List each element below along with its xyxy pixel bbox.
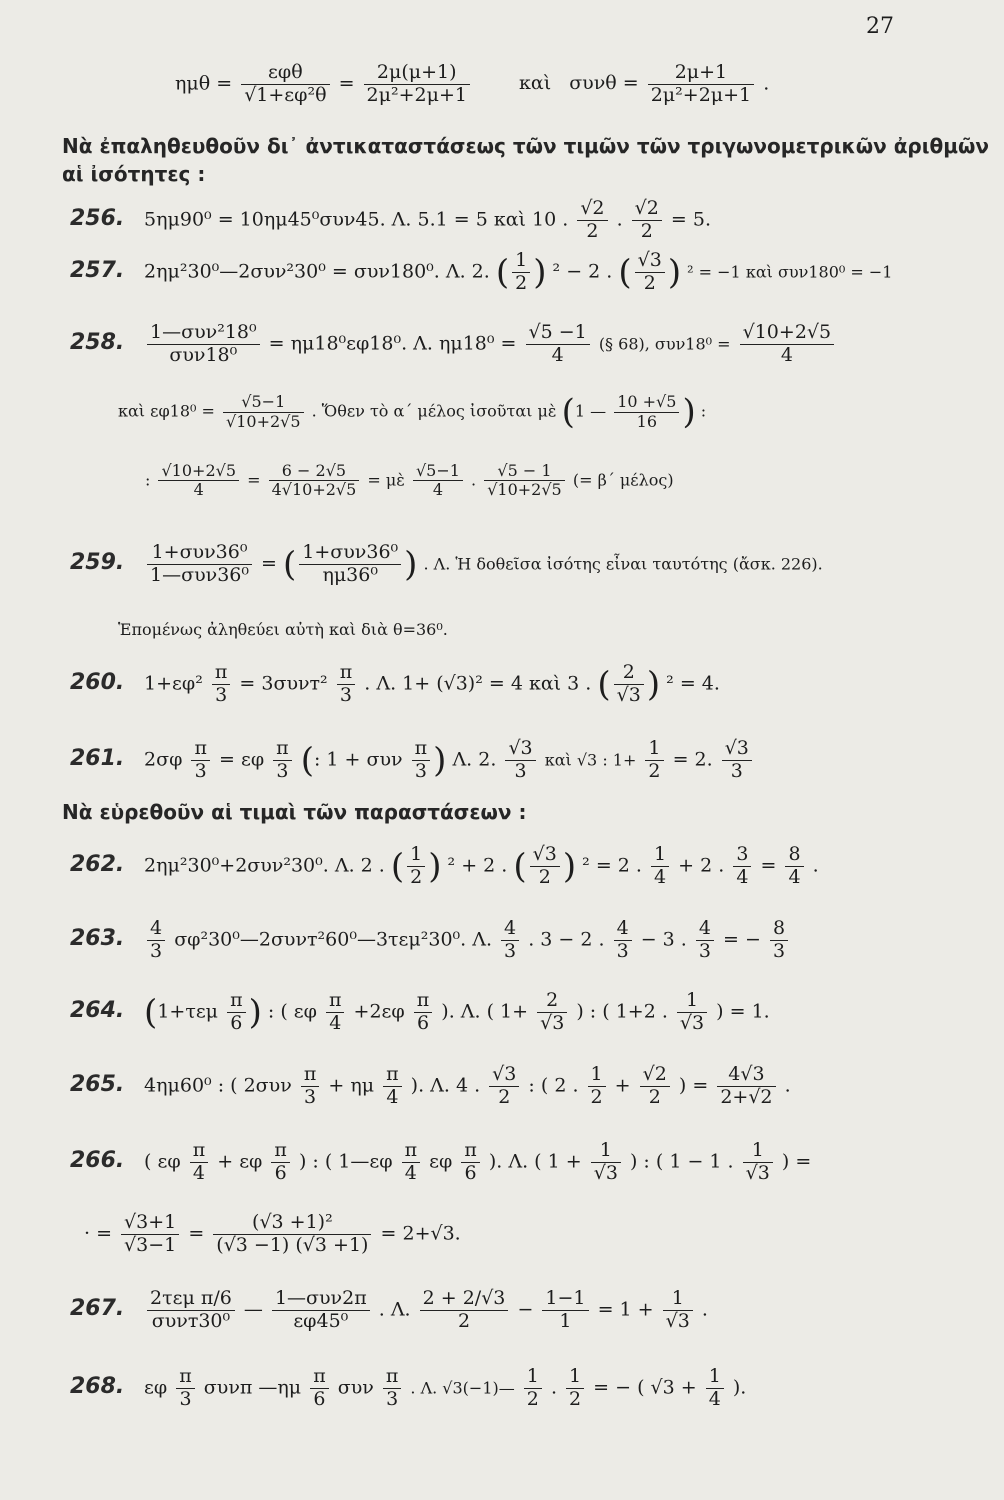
- exercise-text: ).: [732, 1376, 747, 1399]
- exercise-text: ( εφ: [144, 1150, 181, 1173]
- fraction-denominator: 2: [648, 759, 661, 782]
- fraction-denominator: 3: [150, 939, 163, 962]
- fraction-denominator: √10+2√5: [487, 480, 562, 500]
- fraction-denominator: 3: [414, 759, 427, 782]
- fraction-numerator: π: [383, 1064, 402, 1087]
- formula-text: καὶ: [519, 72, 552, 95]
- exercise-number: 263.: [70, 926, 125, 952]
- fraction-denominator: √3−1: [124, 1233, 177, 1256]
- exercise-number: 267.: [70, 1296, 125, 1322]
- fraction-numerator: π: [383, 1366, 402, 1389]
- fraction-numerator: 1: [663, 1288, 693, 1311]
- fraction-numerator: √5 − 1: [484, 462, 565, 481]
- exercise-text: . 3 − 2 .: [528, 928, 605, 951]
- formula-text: συνθ =: [569, 72, 639, 95]
- fraction-denominator: 1: [559, 1309, 572, 1332]
- fraction-numerator: 8: [770, 918, 788, 941]
- exercise-268: [70, 1366, 746, 1411]
- exercise-259-line2: Ἑπομένως ἀληθεύει αὐτὴ καὶ διὰ θ=36⁰.: [118, 620, 448, 639]
- formula-text: =: [338, 72, 355, 95]
- fraction-numerator: π: [310, 1366, 329, 1389]
- fraction-denominator: 2μ²+2μ+1: [366, 83, 467, 106]
- heading-line: αἱ ἰσότητες :: [62, 162, 206, 186]
- exercise-text: ) : ( 1—εφ: [298, 1150, 393, 1173]
- fraction-denominator: √3: [665, 1309, 690, 1332]
- exercise-text: = 3συνт²: [239, 672, 328, 695]
- formula-text: .: [763, 72, 770, 95]
- fraction-numerator: π: [301, 1064, 320, 1087]
- exercise-text: = 2.: [672, 748, 713, 771]
- fraction-denominator: 4: [329, 1011, 342, 1034]
- exercise-text: ). Λ. ( 1+: [441, 1000, 529, 1023]
- fraction-numerator: 4: [614, 918, 632, 941]
- formula-text: ημθ =: [175, 72, 233, 95]
- exercise-text: 2σφ: [144, 748, 183, 771]
- fraction-numerator: √2: [640, 1064, 670, 1087]
- exercise-text: . Λ. √3(−1)—: [410, 1378, 515, 1398]
- exercise-text: .: [616, 208, 623, 231]
- fraction-numerator: π: [273, 738, 292, 761]
- exercise-text: =: [247, 470, 261, 490]
- fraction-numerator: 1: [677, 990, 707, 1013]
- fraction-numerator: √2: [577, 198, 607, 221]
- exercise-263: [70, 918, 791, 963]
- fraction-numerator: 3: [733, 844, 751, 867]
- fraction-numerator: π: [227, 990, 246, 1013]
- exercise-text: ) =: [678, 1074, 709, 1097]
- top-formula: [175, 62, 769, 107]
- exercise-text: —: [243, 1298, 263, 1321]
- fraction-numerator: 2: [537, 990, 567, 1013]
- fraction-denominator: √3: [679, 1011, 705, 1034]
- exercise-text: + ημ: [328, 1074, 375, 1097]
- exercise-text: .: [701, 1298, 708, 1321]
- fraction-denominator: 2+√2: [720, 1085, 773, 1108]
- fraction-denominator: 2: [640, 219, 653, 242]
- exercise-text: − 3 .: [640, 928, 687, 951]
- exercise-number: 262.: [70, 852, 125, 878]
- fraction-numerator: 1—συν²18⁰: [147, 322, 260, 345]
- exercise-text: 2ημ²30⁰+2συν²30⁰. Λ. 2 .: [144, 854, 385, 877]
- fraction-denominator: 2: [498, 1085, 511, 1108]
- fraction-numerator: π: [271, 1140, 290, 1163]
- exercise-text: εφ: [144, 1376, 168, 1399]
- fraction-numerator: εφθ: [241, 62, 329, 85]
- exercise-text: συνπ —ημ: [203, 1376, 302, 1399]
- fraction-denominator: 2: [538, 865, 551, 888]
- exercise-text: .: [550, 1376, 557, 1399]
- exercise-261: 261. 2σφ $\frac{\pi}{3}$ = εφ $\frac{\pi}{3}$ (: 1 + συν $\frac{\pi}{3}$ ) Λ. 2. $\frac{√3}{3}$ καὶ √3 : 1+ $\frac{1}{2}$ = 2. $\frac{√3}{3}$: [70, 738, 755, 783]
- fraction-denominator: 16: [636, 411, 657, 431]
- fraction-numerator: 1: [588, 1064, 606, 1087]
- fraction-denominator: 3: [215, 683, 228, 706]
- exercise-text: +: [614, 1074, 631, 1097]
- fraction-denominator: 2: [590, 1085, 603, 1108]
- exercise-text: (§ 68), συν18⁰ =: [598, 334, 731, 354]
- exercise-text: . Λ. 1+ (√3)² = 4 καὶ 3 .: [364, 672, 592, 695]
- fraction-numerator: 2τεμ π/6: [147, 1288, 235, 1311]
- fraction-numerator: 8: [785, 844, 803, 867]
- fraction-numerator: √3: [489, 1064, 519, 1087]
- fraction-denominator: √3: [745, 1161, 770, 1184]
- exercise-text: .: [812, 854, 819, 877]
- fraction-denominator: 3: [514, 759, 527, 782]
- fraction-numerator: 4: [501, 918, 519, 941]
- exercise-264: 264. (1+τεμ $\frac{\pi}{6}$ ) : ( εφ $\frac{\pi}{4}$ +2εφ $\frac{\pi}{6}$ ). Λ. ( 1+ $\frac{2}{√3}$ ) : ( 1+2 . $\frac{1}{√3}$ ) = 1.: [70, 989, 770, 1034]
- exercise-text: =: [760, 854, 777, 877]
- fraction-denominator: συν18⁰: [169, 343, 238, 366]
- fraction-numerator: 4: [147, 918, 165, 941]
- exercise-258: [70, 322, 837, 367]
- exercise-text: +2εφ: [353, 1000, 405, 1023]
- exercise-text: ² − 2 .: [552, 260, 613, 283]
- fraction-numerator: 10 +√5: [614, 393, 679, 412]
- exercise-number: 260.: [70, 670, 125, 696]
- fraction-numerator: π: [402, 1140, 421, 1163]
- exercise-text: ² = 4.: [666, 672, 720, 695]
- fraction-numerator: √3: [530, 844, 560, 867]
- heading-line: Νὰ ἐπαληθευθοῦν δι᾿ ἀντικαταστάσεως τῶν τιμῶν τῶν τριγωνομετρικῶν ἀριθμῶν: [62, 134, 990, 158]
- exercise-text: 4ημ60⁰ : ( 2συν: [144, 1074, 292, 1097]
- exercise-267: [70, 1288, 708, 1333]
- fraction-denominator: 2: [410, 865, 423, 888]
- exercise-text: =: [188, 1222, 205, 1245]
- exercise-text: −: [517, 1298, 534, 1321]
- fraction-denominator: 4: [551, 343, 564, 366]
- fraction-numerator: √10+2√5: [740, 322, 835, 345]
- fraction-numerator: 6 − 2√5: [269, 462, 360, 481]
- exercise-text: : 1 + συν: [313, 748, 403, 771]
- fraction-denominator: 6: [464, 1161, 477, 1184]
- exercise-text: ² = 2 .: [582, 854, 642, 877]
- fraction-denominator: 1—συν36⁰: [150, 563, 249, 586]
- exercise-266: [70, 1140, 811, 1185]
- exercise-text: ² = −1 καὶ συν180⁰ = −1: [687, 262, 893, 282]
- fraction-numerator: √3: [505, 738, 535, 761]
- fraction-numerator: π: [412, 738, 431, 761]
- section-heading: [62, 134, 989, 186]
- fraction-denominator: 2: [648, 1085, 661, 1108]
- exercise-text: .: [784, 1074, 791, 1097]
- exercise-text: = μὲ: [367, 470, 405, 490]
- exercise-260: 260. 1+εφ² $\frac{\pi}{3}$ = 3συνт² $\frac{\pi}{3}$ . Λ. 1+ (√3)² = 4 καὶ 3 . ( $\frac{2}{√3}$ ) ² = 4.: [70, 661, 720, 706]
- exercise-text: εφ: [429, 1150, 453, 1173]
- exercise-text: + 2 .: [678, 854, 725, 877]
- fraction-denominator: 2: [515, 271, 528, 294]
- fraction-numerator: π: [414, 990, 433, 1013]
- exercise-text: : ( εφ: [267, 1000, 317, 1023]
- fraction-numerator: √5−1: [413, 462, 463, 481]
- exercise-text: συν: [337, 1376, 374, 1399]
- exercise-number: 257.: [70, 258, 125, 284]
- exercise-text: = εφ: [219, 748, 265, 771]
- fraction-denominator: 3: [730, 759, 743, 782]
- fraction-denominator: 4: [708, 1387, 721, 1410]
- fraction-denominator: 3: [386, 1387, 399, 1410]
- fraction-denominator: 2: [457, 1309, 471, 1332]
- exercise-text: (= β΄ μέλος): [572, 470, 674, 490]
- fraction-numerator: 1+συν36⁰: [299, 542, 401, 565]
- fraction-numerator: 4√3: [717, 1064, 775, 1087]
- fraction-denominator: 3: [698, 939, 711, 962]
- fraction-numerator: π: [212, 662, 231, 685]
- fraction-denominator: √3: [593, 1161, 618, 1184]
- fraction-numerator: (√3 +1)²: [213, 1212, 371, 1235]
- fraction-numerator: √10+2√5: [158, 462, 239, 481]
- section-heading: Νὰ εὑρεθοῦν αἱ τιμαὶ τῶν παραστάσεων :: [62, 800, 527, 824]
- fraction-denominator: 2: [643, 271, 656, 294]
- fraction-denominator: 3: [772, 939, 786, 962]
- fraction-denominator: 4: [788, 865, 801, 888]
- exercise-text: καὶ εφ18⁰ =: [118, 401, 215, 421]
- exercise-text: καὶ √3 : 1+: [544, 750, 637, 770]
- exercise-number: 259.: [70, 550, 125, 576]
- fraction-denominator: 6: [230, 1011, 243, 1034]
- exercise-text: . Ὅθεν τὸ α΄ μέλος ἰσοῦται μὲ: [311, 401, 557, 421]
- fraction-numerator: 1—συν2π: [272, 1288, 370, 1311]
- fraction-numerator: 2μ+1: [648, 62, 754, 85]
- fraction-denominator: 2: [586, 219, 599, 242]
- fraction-denominator: 4: [404, 1161, 417, 1184]
- fraction-denominator: 6: [313, 1387, 326, 1410]
- exercise-text: 5ημ90⁰ = 10ημ45⁰συν45. Λ. 5.1 = 5 καὶ 10 .: [144, 208, 569, 231]
- fraction-numerator: 1: [524, 1366, 542, 1389]
- exercise-text: ) : ( 1+2 .: [576, 1000, 668, 1023]
- fraction-denominator: √3: [540, 1011, 565, 1034]
- fraction-numerator: π: [461, 1140, 480, 1163]
- exercise-text: = 5.: [670, 208, 712, 231]
- fraction-denominator: 3: [179, 1387, 192, 1410]
- exercise-text: · =: [84, 1222, 112, 1245]
- exercise-256: [70, 198, 711, 243]
- fraction-denominator: ημ36⁰: [322, 563, 378, 586]
- fraction-denominator: √3: [616, 683, 641, 706]
- exercise-text: 1 —: [574, 401, 607, 421]
- exercise-text: Λ. 2.: [452, 748, 497, 771]
- exercise-number: 256.: [70, 206, 125, 232]
- exercise-text: + εφ: [217, 1150, 263, 1173]
- fraction-denominator: √1+εφ²θ: [244, 83, 327, 106]
- fraction-numerator: √2: [632, 198, 662, 221]
- exercise-257: 257. 2ημ²30⁰—2συν²30⁰ = συν180⁰. Λ. 2. ( $\frac{1}{2}$ ) ² − 2 . ( $\frac{√3}{2}$ ) ² = −1 καὶ συν180⁰ = −1: [70, 249, 893, 294]
- exercise-number: 258.: [70, 330, 125, 356]
- exercise-text: : ( 2 .: [528, 1074, 579, 1097]
- fraction-numerator: 1: [645, 738, 663, 761]
- exercise-text: =: [261, 552, 277, 575]
- fraction-numerator: π: [176, 1366, 195, 1389]
- exercise-text: ² + 2 .: [447, 854, 508, 877]
- fraction-numerator: π: [337, 662, 356, 685]
- exercise-266-line2: [84, 1212, 461, 1257]
- fraction-denominator: 3: [194, 759, 207, 782]
- fraction-denominator: 4: [780, 343, 793, 366]
- fraction-denominator: 3: [304, 1085, 317, 1108]
- fraction-numerator: 1: [651, 844, 669, 867]
- fraction-numerator: 2μ(μ+1): [364, 62, 470, 85]
- exercise-number: 268.: [70, 1374, 125, 1400]
- exercise-text: σφ²30⁰—2συνт²60⁰—3τεμ²30⁰. Λ.: [174, 928, 492, 951]
- page-number: 27: [866, 14, 894, 39]
- exercise-text: 1+εφ²: [144, 672, 203, 695]
- exercise-text: ) : ( 1 − 1 .: [629, 1150, 734, 1173]
- fraction-denominator: √10+2√5: [226, 411, 301, 431]
- fraction-numerator: √5−1: [223, 393, 304, 412]
- fraction-denominator: 4: [193, 480, 204, 500]
- fraction-denominator: 4√10+2√5: [271, 480, 357, 500]
- fraction-numerator: π: [191, 738, 210, 761]
- exercise-text: :: [145, 470, 151, 490]
- fraction-numerator: 1: [566, 1366, 584, 1389]
- fraction-numerator: 4: [696, 918, 714, 941]
- fraction-numerator: √5 −1: [526, 322, 590, 345]
- fraction-numerator: 1: [591, 1140, 621, 1163]
- fraction-denominator: 4: [192, 1161, 205, 1184]
- fraction-numerator: √3: [722, 738, 752, 761]
- exercise-text: ). Λ. ( 1 +: [488, 1150, 582, 1173]
- fraction-denominator: 4: [654, 865, 667, 888]
- exercise-text: = − ( √3 +: [593, 1376, 697, 1399]
- fraction-numerator: √3: [635, 250, 665, 273]
- exercise-text: 1+τεμ: [157, 1000, 219, 1023]
- exercise-265: [70, 1064, 791, 1109]
- fraction-numerator: 1: [743, 1140, 773, 1163]
- exercise-text: 2ημ²30⁰—2συν²30⁰ = συν180⁰. Λ. 2.: [144, 260, 490, 283]
- exercise-number: 265.: [70, 1072, 125, 1098]
- exercise-text: = ημ18⁰εφ18⁰. Λ. ημ18⁰ =: [268, 332, 517, 355]
- exercise-262: 262. 2ημ²30⁰+2συν²30⁰. Λ. 2 . ( $\frac{1}{2}$ ) ² + 2 . ( $\frac{√3}{2}$ ) ² = 2 . $\frac{1}{4}$ + 2 . $\frac{3}{4}$ = $\frac{8}{4}$ .: [70, 843, 819, 888]
- fraction-numerator: 1: [512, 250, 530, 273]
- exercise-text: . Λ. Ἡ δοθεῖσα ἰσότης εἶναι ταυτότης (ἄσκ. 226).: [423, 554, 823, 574]
- exercise-text: ) =: [781, 1150, 812, 1173]
- fraction-numerator: √3+1: [121, 1212, 179, 1235]
- exercise-text: . Λ.: [378, 1298, 411, 1321]
- fraction-numerator: 1: [407, 844, 425, 867]
- fraction-numerator: π: [190, 1140, 209, 1163]
- fraction-denominator: 6: [274, 1161, 287, 1184]
- fraction-numerator: 1+συν36⁰: [147, 542, 252, 565]
- fraction-numerator: π: [326, 990, 345, 1013]
- fraction-numerator: 2: [614, 662, 644, 685]
- fraction-denominator: (√3 −1) (√3 +1): [216, 1233, 369, 1256]
- exercise-text: = −: [723, 928, 761, 951]
- exercise-text: = 1 +: [597, 1298, 654, 1321]
- exercise-number: 266.: [70, 1148, 125, 1174]
- fraction-denominator: συνт30⁰: [151, 1309, 231, 1332]
- exercise-text: ). Λ. 4 .: [410, 1074, 481, 1097]
- fraction-denominator: εφ45⁰: [293, 1309, 349, 1332]
- fraction-denominator: 3: [504, 939, 517, 962]
- exercise-text: .: [471, 470, 477, 490]
- exercise-number: 261.: [70, 746, 125, 772]
- fraction-denominator: 4: [736, 865, 749, 888]
- fraction-denominator: 4: [432, 480, 444, 500]
- fraction-denominator: 2: [569, 1387, 582, 1410]
- fraction-denominator: 6: [416, 1011, 430, 1034]
- exercise-text: ) = 1.: [716, 1000, 770, 1023]
- fraction-numerator: 2 + 2/√3: [420, 1288, 509, 1311]
- exercise-number: 264.: [70, 998, 125, 1024]
- fraction-numerator: 1−1: [542, 1288, 588, 1311]
- fraction-denominator: 3: [276, 759, 289, 782]
- exercise-259: 259. $\frac{\text{1+συν36⁰}}{\text{1—συν36⁰}}$ = ( $\frac{\text{1+συν36⁰}}{\text{ημ36⁰}}$ ) . Λ. Ἡ δοθεῖσα ἰσότης εἶναι ταυτότης (ἄσκ. 226).: [70, 541, 823, 586]
- exercise-text: :: [700, 401, 707, 421]
- fraction-denominator: 4: [386, 1085, 399, 1108]
- exercise-text: = 2+√3.: [380, 1222, 461, 1245]
- exercise-258-line3: [145, 462, 674, 500]
- fraction-denominator: 2μ²+2μ+1: [650, 83, 752, 106]
- fraction-denominator: 2: [526, 1387, 539, 1410]
- fraction-denominator: 3: [339, 683, 353, 706]
- exercise-258-line2: καὶ εφ18⁰ = $\frac{√5-1}{√10+2√5}$ . Ὅθεν τὸ α΄ μέλος ἰσοῦται μὲ (1 — $\frac{10 +√5}{16}$ ) :: [118, 392, 707, 432]
- fraction-numerator: 1: [706, 1366, 724, 1389]
- fraction-denominator: 3: [616, 939, 629, 962]
